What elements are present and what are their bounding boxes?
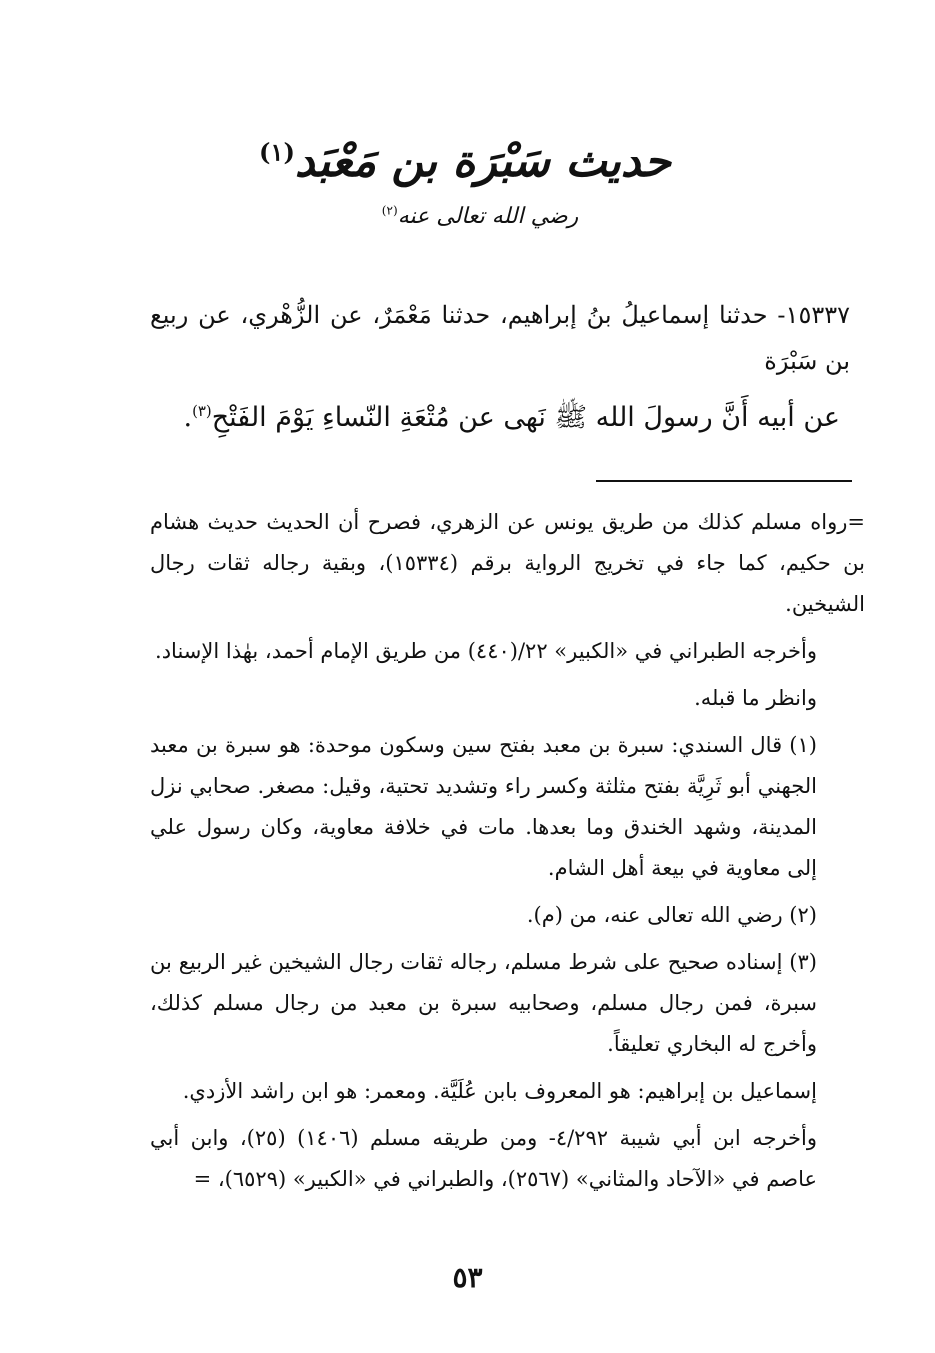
footnote-paragraph: إسماعيل بن إبراهيم: هو المعروف بابن عُلَيَّة. ومعمر: هو ابن راشد الأزدي.: [182, 1079, 817, 1103]
title-text: حديث سَبْرَة بن مَعْبَد: [294, 136, 671, 187]
footnote-paragraph: وأخرجه الطبراني في «الكبير» ٢٢/(٤٤٠) من طريق الإمام أحمد، بهٰذا الإسناد.: [155, 639, 817, 663]
footnote-paragraph: وانظر ما قبله.: [694, 686, 817, 710]
footnote-separator: [596, 480, 852, 482]
hadith-matn: [150, 390, 850, 446]
footnote-paragraph: (٣) إسناده صحيح على شرط مسلم، رجاله ثقات رجال الشيخين غير الربيع بن سبرة، فمن رجال مسلم، وصحابيه سبرة بن معبد من رجال مسلم كذلك، وأخرج له البخاري تعليقاً.: [150, 950, 817, 1056]
hadith-isnad: ١٥٣٣٧- حدثنا إسماعيلُ بنُ إبراهيم، حدثنا مَعْمَرٌ، عن الزُّهْري، عن ربيع بن سَبْرَة: [150, 301, 850, 375]
page-number: ٥٣: [452, 1261, 483, 1294]
footnote-paragraph: وأخرجه ابن أبي شيبة ٤/٢٩٢- ومن طريقه مسلم (١٤٠٦) (٢٥)، وابن أبي عاصم في «الآحاد والمثاني» (٢٥٦٧)، والطبراني في «الكبير» (٦٥٢٩)، =: [150, 1126, 818, 1191]
matn-footnote-marker: (٣): [192, 402, 212, 420]
footnote-paragraph: (١) قال السندي: سبرة بن معبد بفتح سين وسكون موحدة: هو سبرة بن معبد الجهني أبو ثَرِيَّة بفتح مثلثة وكسر راء وتشديد تحتية، وقيل: مصغر. صحابي نزل المدينة، وشهد الخندق وما بعدها. مات في خلافة معاوية، وكان رسول علي إلى معاوية في بيعة أهل الشام.: [150, 733, 817, 880]
footnote-paragraph: =رواه مسلم كذلك من طريق يونس عن الزهري، فصرح أن الحديث حديث هشام بن حكيم، كما جاء في تخريج الرواية برقم (١٥٣٣٤)، وبقية رجاله ثقات رجال الشيخين.: [150, 510, 865, 616]
subtitle-footnote-marker: (٢): [381, 203, 398, 218]
footnote-paragraph: (٢) رضي الله تعالى عنه، من (م).: [526, 903, 817, 927]
footnotes: [150, 502, 865, 1206]
chapter-subtitle: [350, 200, 610, 234]
subtitle-text: رضي الله تعالى عنه: [397, 204, 579, 229]
hadith-chapter-title: [250, 132, 680, 192]
hadith-body: [150, 292, 850, 446]
matn-text: عن أبيه أَنَّ رسولَ الله ﷺ نَهى عن مُتْعَةِ النّساءِ يَوْمَ الفَتْحِ: [211, 402, 840, 433]
title-footnote-marker: (١): [259, 137, 295, 167]
matn-end: .: [183, 402, 193, 433]
